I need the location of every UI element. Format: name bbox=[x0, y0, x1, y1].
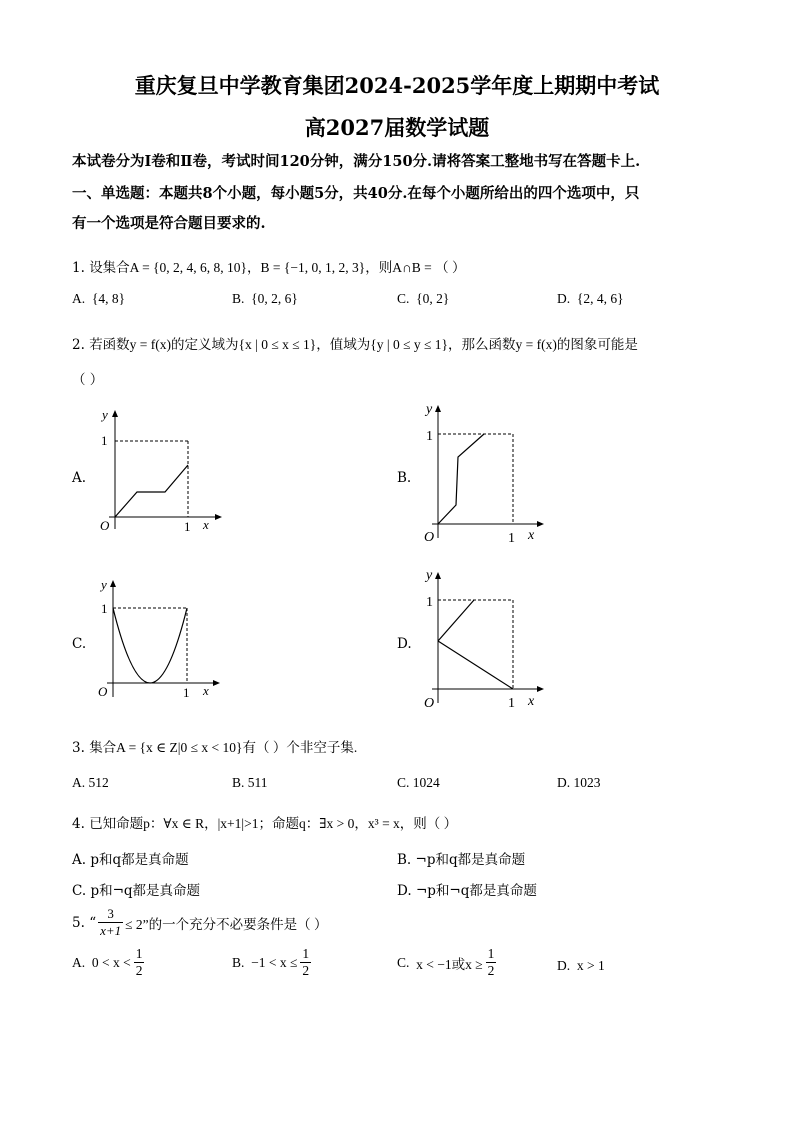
x-axis-label: x bbox=[528, 528, 535, 543]
q4-option-b[interactable] bbox=[397, 848, 525, 868]
y-tick-label: 1 bbox=[426, 429, 433, 444]
x-axis-label: x bbox=[203, 683, 209, 698]
option-fraction bbox=[486, 946, 497, 979]
origin-label: O bbox=[98, 684, 108, 699]
x-tick-label: 1 bbox=[184, 519, 191, 534]
section-heading-line1: 一、单选题：本题共8个小题，每小题5分，共40分.在每个小题所给出的四个选项中，只 bbox=[72, 185, 640, 202]
q3-option-c[interactable] bbox=[397, 775, 440, 791]
x-axis-arrow bbox=[215, 514, 222, 520]
option-label: D. bbox=[557, 775, 571, 790]
question-number: 1. bbox=[72, 260, 85, 276]
x-axis-arrow bbox=[537, 521, 544, 527]
q1-option-a[interactable] bbox=[72, 291, 125, 307]
question-stem: 若函数y = f(x)的定义域为{x | 0 ≤ x ≤ 1}，值域为{y | 0 ≤ y ≤ 1}，那么函数y = f(x)的图象可能是 bbox=[89, 337, 638, 352]
fraction-numerator: 1 bbox=[135, 946, 143, 961]
section-heading-line2: 有一个选项是符合题目要求的. bbox=[72, 215, 266, 232]
option-text: 1023 bbox=[573, 775, 601, 790]
question-4 bbox=[72, 812, 457, 832]
option-text: ¬p和q都是真命题 bbox=[415, 852, 526, 868]
option-label: D. bbox=[397, 883, 412, 899]
option-text: p和q都是真命题 bbox=[90, 852, 189, 868]
option-label: B. bbox=[232, 291, 245, 306]
q2-option-b-label[interactable]: B. bbox=[397, 470, 412, 486]
option-label: C. bbox=[72, 883, 87, 899]
x-axis-arrow bbox=[213, 680, 220, 686]
q5-option-a[interactable] bbox=[72, 946, 144, 979]
fraction-denominator: x+1 bbox=[100, 923, 122, 938]
q2-graph-a[interactable] bbox=[95, 405, 225, 535]
x-tick-label: 1 bbox=[508, 696, 515, 711]
question-stem: 设集合A = {0, 2, 4, 6, 8, 10}，B = {−1, 0, 1, 2, 3}，则A∩B = （ ） bbox=[89, 260, 466, 275]
y-axis-label: y bbox=[102, 407, 108, 422]
y-axis-arrow bbox=[435, 405, 441, 412]
q1-option-b[interactable] bbox=[232, 291, 298, 307]
function-branch-up bbox=[438, 600, 474, 641]
option-text: {2, 4, 6} bbox=[576, 291, 624, 306]
q1-option-c[interactable] bbox=[397, 291, 449, 307]
option-label: B. bbox=[397, 852, 412, 868]
option-label: D. bbox=[557, 291, 571, 306]
option-label: B. bbox=[232, 954, 245, 970]
function-curve bbox=[115, 465, 188, 517]
question-number: 2. bbox=[72, 337, 85, 353]
option-label: A. bbox=[72, 291, 86, 306]
fraction-numerator: 1 bbox=[487, 946, 495, 961]
x-axis-label: x bbox=[203, 517, 209, 532]
option-text: p和¬q都是真命题 bbox=[90, 883, 201, 899]
q5-option-b[interactable] bbox=[232, 946, 311, 979]
exam-note: 本试卷分为Ⅰ卷和Ⅱ卷，考试时间120分钟，满分150分.请将答案工整地书写在答题卡上. bbox=[72, 153, 641, 170]
y-axis-arrow bbox=[435, 572, 441, 579]
option-label: C. bbox=[397, 775, 410, 790]
option-label: C. bbox=[397, 954, 410, 970]
function-branch-down bbox=[438, 641, 513, 689]
y-tick-label: 1 bbox=[101, 601, 108, 616]
option-label: D. bbox=[557, 958, 571, 973]
fraction-denominator: 2 bbox=[302, 963, 310, 978]
q3-option-b[interactable] bbox=[232, 775, 268, 791]
option-label: A. bbox=[72, 775, 86, 790]
question-2 bbox=[72, 333, 638, 353]
option-label: A. bbox=[72, 852, 87, 868]
y-axis-arrow bbox=[112, 410, 118, 417]
option-pre: 0 < x < bbox=[91, 954, 131, 970]
option-fraction bbox=[300, 946, 311, 979]
question-2-paren: （ ） bbox=[72, 372, 104, 388]
y-axis-label: y bbox=[426, 402, 433, 417]
option-text: 511 bbox=[247, 775, 268, 790]
option-label: B. bbox=[232, 775, 245, 790]
fraction-denominator: 2 bbox=[135, 963, 143, 978]
x-axis-arrow bbox=[537, 686, 544, 692]
origin-label: O bbox=[100, 518, 110, 533]
question-number: 3. bbox=[72, 740, 85, 756]
q5-option-d[interactable] bbox=[557, 958, 605, 974]
q2-graph-b[interactable] bbox=[420, 398, 550, 548]
y-axis-arrow bbox=[110, 580, 116, 587]
q5-option-c[interactable] bbox=[397, 946, 496, 979]
option-text: 1024 bbox=[412, 775, 440, 790]
q2-graph-d[interactable] bbox=[420, 565, 550, 715]
option-text: 512 bbox=[88, 775, 109, 790]
fraction-denominator: 2 bbox=[487, 963, 495, 978]
q2-option-c-label[interactable]: C. bbox=[72, 636, 87, 652]
question-1 bbox=[72, 256, 465, 276]
stem-prefix: “ bbox=[89, 914, 97, 931]
q2-option-a-label[interactable]: A. bbox=[72, 470, 87, 486]
stem-fraction bbox=[98, 906, 123, 939]
option-pre: x < −1或x ≥ bbox=[416, 956, 483, 972]
q1-option-d[interactable] bbox=[557, 291, 624, 307]
x-tick-label: 1 bbox=[183, 685, 190, 700]
x-tick-label: 1 bbox=[508, 531, 515, 546]
q4-option-a[interactable] bbox=[72, 848, 189, 868]
q2-option-d-label[interactable]: D. bbox=[397, 636, 412, 652]
function-curve bbox=[113, 608, 187, 683]
question-number: 5. bbox=[72, 914, 85, 931]
option-pre: x > 1 bbox=[576, 958, 605, 973]
stem-suffix: ≤ 2”的一个充分不必要条件是（ ） bbox=[125, 916, 328, 932]
origin-label: O bbox=[424, 696, 435, 711]
fraction-numerator: 1 bbox=[302, 946, 310, 961]
y-axis-label: y bbox=[426, 568, 433, 583]
q4-option-c[interactable] bbox=[72, 879, 200, 899]
q3-option-a[interactable] bbox=[72, 775, 109, 791]
exam-subtitle: 高2027届数学试题 bbox=[304, 115, 490, 140]
fraction-numerator: 3 bbox=[107, 906, 114, 921]
y-tick-label: 1 bbox=[101, 433, 108, 448]
option-label: C. bbox=[397, 291, 410, 306]
option-fraction bbox=[134, 946, 145, 979]
question-stem: 已知命题p：∀x ∈ R，|x+1|>1；命题q：∃x > 0，x³ = x，则（ ） bbox=[89, 816, 458, 831]
q2-graph-c[interactable] bbox=[93, 575, 223, 705]
question-stem: 集合A = {x ∈ Z|0 ≤ x < 10}有（ ）个非空子集. bbox=[89, 740, 358, 755]
option-text: {0, 2} bbox=[416, 291, 450, 306]
option-text: {4, 8} bbox=[91, 291, 126, 306]
function-curve bbox=[438, 434, 484, 524]
question-5 bbox=[72, 906, 328, 939]
q3-option-d[interactable] bbox=[557, 775, 601, 791]
option-text: ¬p和¬q都是真命题 bbox=[415, 883, 537, 899]
question-3 bbox=[72, 736, 357, 756]
option-text: {0, 2, 6} bbox=[251, 291, 298, 306]
option-label: A. bbox=[72, 954, 86, 970]
option-pre: −1 < x ≤ bbox=[251, 954, 298, 970]
y-axis-label: y bbox=[101, 577, 107, 592]
exam-title: 重庆复旦中学教育集团2024-2025学年度上期期中考试 bbox=[134, 73, 660, 98]
q4-option-d[interactable] bbox=[397, 879, 537, 899]
x-axis-label: x bbox=[528, 694, 535, 709]
origin-label: O bbox=[424, 530, 435, 545]
y-tick-label: 1 bbox=[426, 595, 433, 610]
question-number: 4. bbox=[72, 816, 85, 832]
